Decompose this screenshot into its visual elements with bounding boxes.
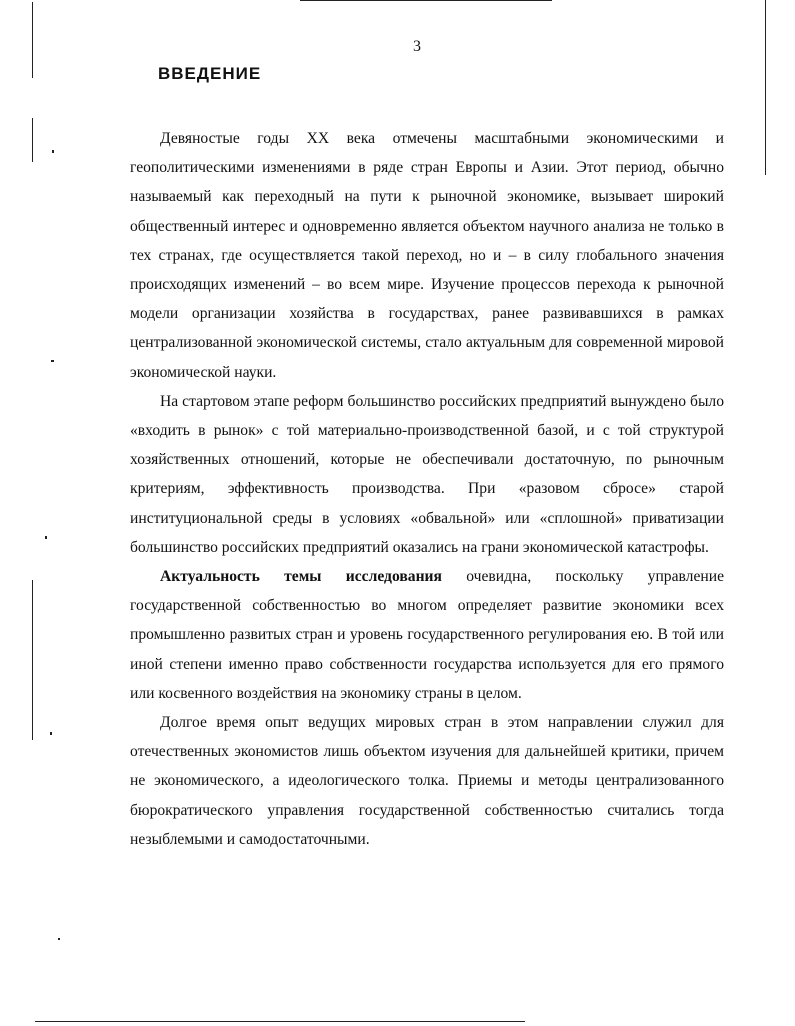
scan-speck [52, 150, 54, 153]
section-heading: ВВЕДЕНИЕ [158, 64, 262, 83]
scan-left-edge-mid [32, 118, 33, 162]
scan-top-line [300, 0, 552, 1]
scan-left-edge-lower [32, 580, 33, 740]
paragraph-text: Долгое время опыт ведущих мировых стран в этом направлении служил для отечественных экономистов лишь объектом изучения для дальнейшей критики, причем не экономического, а идеологического толка. Приемы и методы централизованного бюрократического управления государственной собственностью считались тогда незыблемыми и самодостаточными. [130, 714, 724, 848]
paragraph-1 [130, 124, 724, 387]
paragraph-lead-bold: Актуальность темы исследования [160, 568, 442, 586]
paragraph-text: На стартовом этапе реформ большинство российских предприятий вынуждено было «входить в рынок» с той материально-производственной базой, и с той структурой хозяйственных отношений, которые не обеспечивали достаточную, по рыночным критериям, эффективность производства. При «разовом сбросе» старой институциональной среды в условиях «обвальной» или «сплошной» приватизации большинство российских предприятий оказались на грани экономической катастрофы. [130, 392, 724, 556]
paragraph-text: очевидна, поскольку управление государственной собственностью во многом определяет развитие экономики всех промышленно развитых стран и уровень государственного регулирования ею. В той или иной степени именно право собственности государства используется для его прямого или косвенного воздействия на экономику страны в целом. [130, 568, 724, 702]
paragraph-text: Девяностые годы XX века отмечены масштабными экономическими и геополитическими изменениями в ряде стран Европы и Азии. Этот период, обычно называемый как переходный на пути к рыночной экономике, вызывает широкий общественный интерес и одновременно является объектом научного анализа не только в тех странах, где осуществляется такой переход, но и – в силу глобального значения происходящих изменений – во всем мире. Изучение процессов перехода к рыночной модели организации хозяйства в государствах, ранее развивавшихся в рамках централизованной экономической системы, стало актуальным для современной мировой экономической науки. [130, 130, 724, 381]
scan-speck [50, 732, 52, 735]
document-body [130, 124, 724, 854]
paragraph-3 [130, 562, 724, 708]
scan-speck [51, 360, 54, 362]
scan-right-edge [765, 0, 766, 175]
scan-left-edge-upper [32, 2, 33, 78]
paragraph-2 [130, 387, 724, 562]
scan-speck [45, 536, 47, 539]
scan-speck [58, 938, 60, 940]
scan-bottom-line [35, 1021, 525, 1022]
page-number: 3 [413, 38, 421, 55]
paragraph-4 [130, 708, 724, 854]
